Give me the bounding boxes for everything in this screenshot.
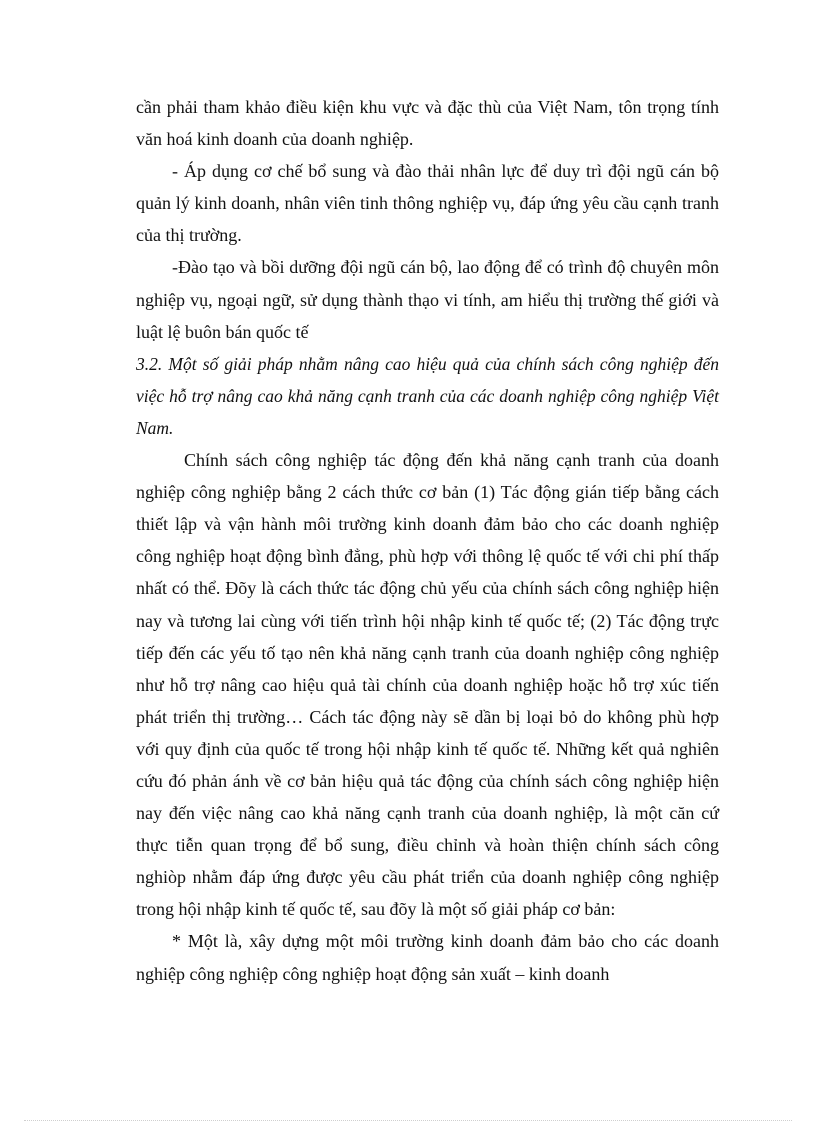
page-bottom-divider [24,1120,792,1121]
paragraph-2: - Áp dụng cơ chế bổ sung và đào thải nhân lực để duy trì đội ngũ cán bộ quản lý kinh doanh, nhân viên tinh thông nghiệp vụ, đáp ứng yêu cầu cạnh tranh của thị trường. [136,161,719,246]
document-body [136,91,719,990]
paragraph-3: -Đào tạo và bồi dưỡng đội ngũ cán bộ, lao động để có trình độ chuyên môn nghiệp vụ, ngoại ngữ, sử dụng thành thạo vi tính, am hiểu thị trường thế giới và luật lệ buôn bán quốc tế [136,257,719,342]
paragraph-1: cần phải tham khảo điều kiện khu vực và đặc thù của Việt Nam, tôn trọng tính văn hoá kinh doanh của doanh nghiệp. [136,97,719,150]
paragraph-5: Chính sách công nghiệp tác động đến khả năng cạnh tranh của doanh nghiệp công nghiệp bằng 2 cách thức cơ bản (1) Tác động gián tiếp bằng cách thiết lập và vận hành môi trường kinh doanh đảm bảo cho các doanh nghiệp công nghiệp hoạt động bình đẳng, phù hợp với thông lệ quốc tế với chi phí thấp nhất có thể. Đõy là cách thức tác động chủ yếu của chính sách công nghiệp hiện nay và tương lai cùng với tiến trình hội nhập kinh tế quốc tế; (2) Tác động trực tiếp đến các yếu tố tạo nên khả năng cạnh tranh của doanh nghiệp công nghiệp như hỗ trợ nâng cao hiệu quả tài chính của doanh nghiệp hoặc hỗ trợ xúc tiến phát triển thị trường… Cách tác động này sẽ dần bị loại bỏ do không phù hợp với quy định của quốc tế trong hội nhập kinh tế quốc tế. Những kết quả nghiên cứu đó phản ánh về cơ bản hiệu quả tác động của chính sách công nghiệp hiện nay đến việc nâng cao khả năng cạnh tranh của doanh nghiệp, là một căn cứ thực tiễn quan trọng để bổ sung, điều chỉnh và hoàn thiện chính sách công nghiòp nhằm đáp ứng được yêu cầu phát triển của doanh nghiệp công nghiệp trong hội nhập kinh tế quốc tế, sau đõy là một số giải pháp cơ bản: [136,450,719,920]
paragraph-6: * Một là, xây dựng một môi trường kinh doanh đảm bảo cho các doanh nghiệp công nghiệp công nghiệp hoạt động sản xuất – kinh doanh [136,931,719,984]
section-heading-3-2: 3.2. Một số giải pháp nhằm nâng cao hiệu quả của chính sách công nghiệp đến việc hỗ trợ nâng cao khả năng cạnh tranh của các doanh nghiệp công nghiệp Việt Nam. [136,353,719,438]
